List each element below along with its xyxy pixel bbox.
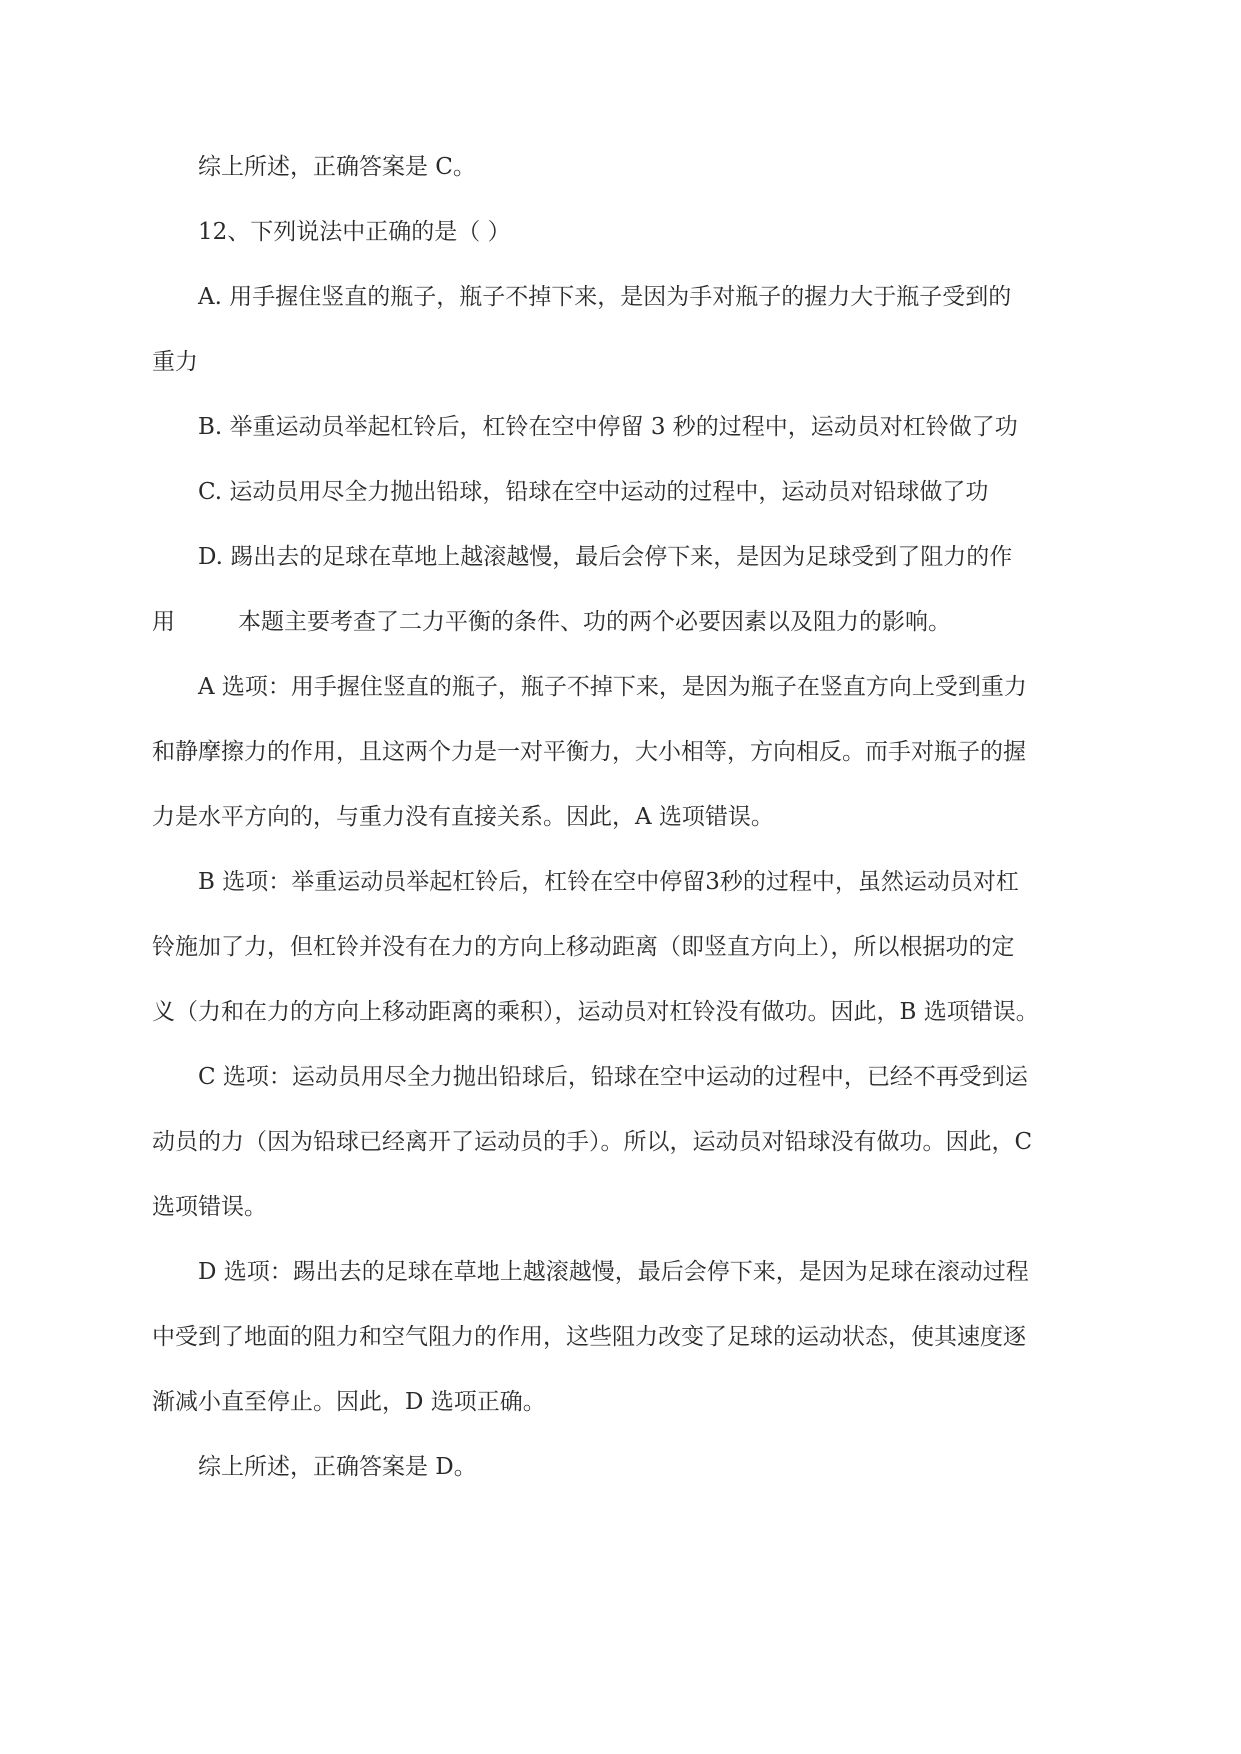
- option-b: B. 举重运动员举起杠铃后，杠铃在空中停留 3 秒的过程中，运动员对杠铃做了功: [198, 414, 1018, 440]
- analysis-d-line-1: D 选项：踢出去的足球在草地上越滚越慢，最后会停下来，是因为足球在滚动过程: [198, 1259, 1029, 1285]
- analysis-d-line-3: 渐减小直至停止。因此，D 选项正确。: [152, 1389, 546, 1415]
- analysis-a-line-1: A 选项：用手握住竖直的瓶子，瓶子不掉下来，是因为瓶子在竖直方向上受到重力: [198, 674, 1027, 700]
- option-d-line-2: 用: [152, 609, 175, 635]
- analysis-intro: 本题主要考查了二力平衡的条件、功的两个必要因素以及阻力的影响。: [238, 609, 951, 635]
- analysis-c-line-1: C 选项：运动员用尽全力抛出铅球后，铅球在空中运动的过程中，已经不再受到运: [198, 1064, 1028, 1090]
- analysis-b-line-3: 义（力和在力的方向上移动距离的乘积），运动员对杠铃没有做功。因此，B 选项错误。: [152, 999, 1039, 1025]
- analysis-d-line-2: 中受到了地面的阻力和空气阻力的作用，这些阻力改变了足球的运动状态，使其速度逐: [152, 1324, 1026, 1350]
- analysis-c-line-2: 动员的力（因为铅球已经离开了运动员的手）。所以，运动员对铅球没有做功。因此，C: [152, 1129, 1033, 1155]
- question-12-stem: 12、下列说法中正确的是（ ）: [198, 219, 511, 245]
- final-answer-summary: 综上所述，正确答案是 D。: [198, 1454, 477, 1480]
- analysis-c-line-3: 选项错误。: [152, 1194, 267, 1220]
- option-a-line-2: 重力: [152, 349, 198, 375]
- option-c: C. 运动员用尽全力抛出铅球，铅球在空中运动的过程中，运动员对铅球做了功: [198, 479, 989, 505]
- option-a-line-1: A. 用手握住竖直的瓶子，瓶子不掉下来，是因为手对瓶子的握力大于瓶子受到的: [198, 284, 1012, 310]
- analysis-b-line-2: 铃施加了力，但杠铃并没有在力的方向上移动距离（即竖直方向上），所以根据功的定: [152, 934, 1015, 960]
- analysis-a-line-3: 力是水平方向的，与重力没有直接关系。因此，A 选项错误。: [152, 804, 774, 830]
- option-d-line-1: D. 踢出去的足球在草地上越滚越慢，最后会停下来，是因为足球受到了阻力的作: [198, 544, 1013, 570]
- analysis-b-line-1: B 选项：举重运动员举起杠铃后，杠铃在空中停留3秒的过程中，虽然运动员对杠: [198, 869, 1019, 895]
- analysis-a-line-2: 和静摩擦力的作用，且这两个力是一对平衡力，大小相等，方向相反。而手对瓶子的握: [152, 739, 1026, 765]
- previous-answer-summary: 综上所述，正确答案是 C。: [198, 154, 476, 180]
